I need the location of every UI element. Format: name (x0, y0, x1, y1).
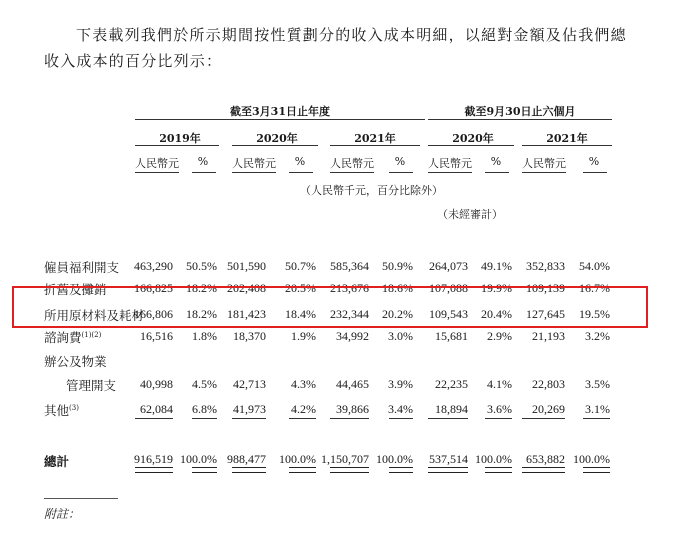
sub-rule-1 (135, 172, 179, 173)
row-label: 管理開支 (66, 378, 117, 393)
total-amount-cell: 653,882 (526, 452, 565, 466)
col-rmb-4: 人民幣元 (428, 157, 472, 170)
subtotal-rule (522, 418, 565, 419)
sub-rule-10 (583, 172, 607, 173)
total-percent-cell: 100.0% (475, 452, 512, 466)
percent-cell: 16.7% (579, 281, 610, 295)
col-pct-1: % (197, 155, 209, 168)
total-percent-cell: 100.0% (573, 452, 610, 466)
col-rmb-2: 人民幣元 (232, 157, 276, 170)
total-double-rule (389, 467, 413, 473)
amount-cell: 181,423 (227, 307, 266, 321)
subtotal-rule (135, 418, 173, 419)
subtotal-rule (232, 418, 266, 419)
subtotal-rule (583, 418, 610, 419)
header-year-2020: 2020年 (256, 132, 298, 145)
subtotal-rule (289, 418, 316, 419)
amount-cell: 585,364 (330, 259, 369, 273)
total-amount-cell: 1,150,707 (321, 452, 369, 466)
amount-cell: 16,516 (140, 329, 173, 343)
percent-cell: 3.1% (585, 402, 610, 416)
total-percent-cell: 100.0% (180, 452, 217, 466)
unaudited-note: （未經審計） (437, 208, 503, 221)
total-double-rule (192, 467, 217, 473)
percent-cell: 20.2% (382, 307, 413, 321)
percent-cell: 50.7% (285, 259, 316, 273)
amount-cell: 41,973 (233, 402, 266, 416)
percent-cell: 2.9% (487, 329, 512, 343)
amount-cell: 127,645 (526, 307, 565, 321)
amount-cell: 232,344 (330, 307, 369, 321)
amount-cell: 463,290 (134, 259, 173, 273)
percent-cell: 4.3% (291, 377, 316, 391)
total-amount-cell: 916,519 (134, 452, 173, 466)
total-percent-cell: 100.0% (376, 452, 413, 466)
amount-cell: 22,235 (435, 377, 468, 391)
percent-cell: 3.5% (585, 377, 610, 391)
col-pct-3: % (394, 155, 406, 168)
percent-cell: 50.9% (382, 259, 413, 273)
row-label: 辦公及物業 (44, 354, 107, 369)
percent-cell: 3.0% (388, 329, 413, 343)
year-rule-1 (135, 145, 219, 146)
amount-cell: 264,073 (429, 259, 468, 273)
amount-cell: 40,998 (140, 377, 173, 391)
amount-cell: 20,269 (532, 402, 565, 416)
footnote-ref: (1)(2) (81, 330, 102, 339)
subtotal-rule (428, 418, 468, 419)
amount-cell: 39,866 (336, 402, 369, 416)
percent-cell: 4.5% (192, 377, 217, 391)
header-six-months: 截至9月30日止六個月 (464, 105, 576, 118)
percent-cell: 3.4% (388, 402, 413, 416)
amount-cell: 109,543 (429, 307, 468, 321)
amount-cell: 202,408 (227, 281, 266, 295)
total-amount-cell: 537,514 (429, 452, 468, 466)
total-double-rule (485, 467, 512, 473)
row-label: 其他$^{(3)}$ (44, 403, 79, 418)
amount-cell: 107,088 (429, 281, 468, 295)
amount-cell: 34,992 (336, 329, 369, 343)
amount-cell: 166,825 (134, 281, 173, 295)
subtotal-rule (389, 418, 413, 419)
amount-cell: 18,894 (435, 402, 468, 416)
amount-cell: 22,803 (532, 377, 565, 391)
amount-cell: 18,370 (233, 329, 266, 343)
percent-cell: 18.4% (285, 307, 316, 321)
footnote-rule (44, 498, 118, 499)
header-half-2021: 2021年 (546, 132, 588, 145)
percent-cell: 18.2% (186, 307, 217, 321)
amount-cell: 501,590 (227, 259, 266, 273)
row-label: 折舊及攤銷 (44, 282, 107, 297)
sub-rule-5 (330, 172, 374, 173)
header-fiscal-year: 截至3月31日止年度 (230, 105, 330, 118)
percent-cell: 4.2% (291, 402, 316, 416)
percent-cell: 20.4% (481, 307, 512, 321)
subtotal-rule (192, 418, 217, 419)
header-half-2020: 2020年 (452, 132, 494, 145)
col-pct-2: % (294, 155, 306, 168)
amount-cell: 15,681 (435, 329, 468, 343)
sub-rule-3 (232, 172, 276, 173)
footnote-ref: (3) (69, 403, 79, 412)
total-double-rule (330, 467, 369, 473)
percent-cell: 3.6% (487, 402, 512, 416)
row-label: 僱員福利開支 (44, 260, 120, 275)
sub-rule-7 (428, 172, 472, 173)
total-amount-cell: 988,477 (227, 452, 266, 466)
highlight-box (12, 286, 648, 328)
percent-cell: 1.9% (291, 329, 316, 343)
percent-cell: 3.9% (388, 377, 413, 391)
amount-cell: 21,193 (532, 329, 565, 343)
percent-cell: 19.5% (579, 307, 610, 321)
footnote-label: 附註： (44, 507, 81, 521)
header-six-months-rule (428, 119, 612, 120)
amount-cell: 213,676 (330, 281, 369, 295)
total-label: 總計 (44, 454, 70, 469)
subtotal-rule (485, 418, 512, 419)
percent-cell: 6.8% (192, 402, 217, 416)
year-rule-3 (330, 145, 420, 146)
col-pct-4: % (490, 155, 502, 168)
amount-cell: 352,833 (526, 259, 565, 273)
percent-cell: 18.2% (186, 281, 217, 295)
sub-rule-4 (289, 172, 313, 173)
total-double-rule (135, 467, 173, 473)
total-double-rule (522, 467, 565, 473)
total-double-rule (428, 467, 468, 473)
header-year-2021: 2021年 (354, 132, 396, 145)
year-rule-5 (522, 145, 612, 146)
amount-cell: 109,139 (526, 281, 565, 295)
percent-cell: 50.5% (186, 259, 217, 273)
total-double-rule (232, 467, 266, 473)
percent-cell: 19.9% (481, 281, 512, 295)
amount-cell: 62,084 (140, 402, 173, 416)
amount-cell: 44,465 (336, 377, 369, 391)
sub-rule-6 (389, 172, 413, 173)
col-rmb-3: 人民幣元 (330, 157, 374, 170)
col-pct-5: % (588, 155, 600, 168)
amount-cell: 166,806 (134, 307, 173, 321)
amount-cell: 42,713 (233, 377, 266, 391)
percent-cell: 20.5% (285, 281, 316, 295)
header-fiscal-year-rule (135, 119, 425, 120)
percent-cell: 4.1% (487, 377, 512, 391)
sub-rule-9 (522, 172, 566, 173)
year-rule-2 (232, 145, 318, 146)
row-label: 所用原材料及耗材 (44, 308, 145, 323)
sub-rule-2 (192, 172, 216, 173)
row-label: 諮詢費$^{(1)(2)}$ (44, 330, 102, 345)
percent-cell: 3.2% (585, 329, 610, 343)
percent-cell: 54.0% (579, 259, 610, 273)
intro-paragraph: 下表載列我們於所示期間按性質劃分的收入成本明細，以絕對金額及佔我們總收入成本的百分比列示： (44, 26, 627, 70)
col-rmb-1: 人民幣元 (135, 157, 179, 170)
total-double-rule (289, 467, 316, 473)
total-double-rule (583, 467, 610, 473)
percent-cell: 49.1% (481, 259, 512, 273)
sub-rule-8 (485, 172, 509, 173)
year-rule-4 (428, 145, 514, 146)
units-note: （人民幣千元，百分比除外） (300, 184, 443, 197)
total-percent-cell: 100.0% (279, 452, 316, 466)
percent-cell: 1.8% (192, 329, 217, 343)
header-year-2019: 2019年 (159, 132, 201, 145)
col-rmb-5: 人民幣元 (522, 157, 566, 170)
subtotal-rule (330, 418, 369, 419)
percent-cell: 18.6% (382, 281, 413, 295)
